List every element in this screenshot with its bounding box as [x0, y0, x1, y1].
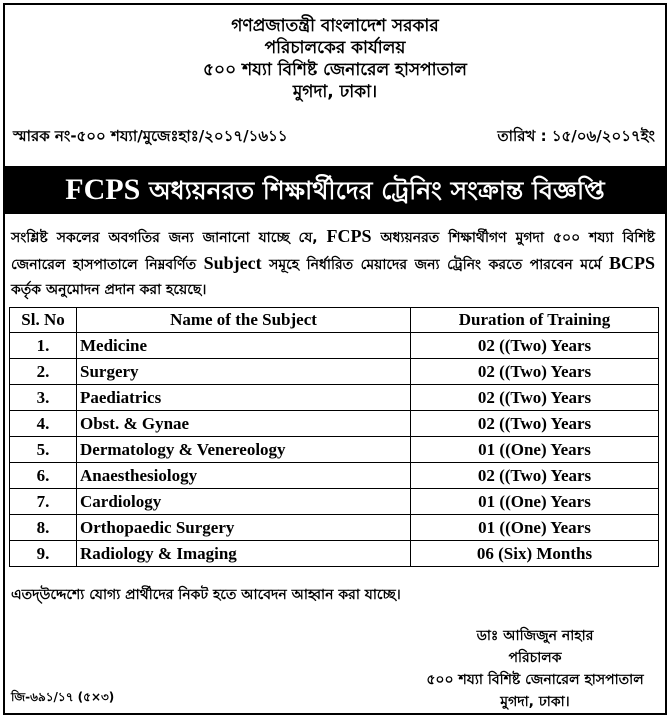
closing-statement: এতদ্‌উদ্দেশ্যে যোগ্য প্রার্থীদের নিকট হতে আবেদন আহ্বান করা যাচ্ছে। [11, 587, 401, 603]
row-sl: 3. [10, 385, 77, 411]
office-header [5, 5, 665, 103]
row-duration: 01 ((One) Years [411, 489, 659, 515]
hospital-location: মুগদা, ঢাকা। [292, 82, 378, 102]
hospital-name: ৫০০ শয্যা বিশিষ্ট জেনারেল হাসপাতাল [203, 60, 467, 80]
row-subject: Dermatology & Venereology [77, 437, 411, 463]
row-subject: Obst. & Gynae [77, 411, 411, 437]
table-row [10, 489, 659, 515]
row-duration: 02 ((Two) Years [411, 463, 659, 489]
banner-title: অধ্যয়নরত শিক্ষার্থীদের ট্রেনিং সংক্রান্ত বিজ্ঞপ্তি [140, 176, 605, 205]
table-row [10, 411, 659, 437]
memo-number: স্মারক নং-৫০০ শয্যা/মুজেঃহাঃ/২০১৭/১৬১১ [13, 127, 288, 145]
header-sl-no: Sl. No [10, 308, 77, 333]
subjects-table [9, 307, 659, 567]
header-duration: Duration of Training [411, 308, 659, 333]
row-duration: 02 ((Two) Years [411, 411, 659, 437]
notice-title-banner [5, 166, 665, 214]
row-subject: Paediatrics [77, 385, 411, 411]
signatory-office: ৫০০ শয্যা বিশিষ্ট জেনারেল হাসপাতাল [426, 672, 644, 688]
row-duration: 02 ((Two) Years [411, 359, 659, 385]
row-duration: 02 ((Two) Years [411, 333, 659, 359]
signatory-name: ডাঃ আজিজুন নাহার [476, 628, 594, 644]
table-row [10, 541, 659, 567]
intro-part1: সংশ্লিষ্ট সকলের অবগতির জন্য জানানো যাচ্ছে যে, [11, 230, 327, 246]
signatory-designation: পরিচালক [508, 650, 562, 666]
header-subject: Name of the Subject [77, 308, 411, 333]
row-subject: Surgery [77, 359, 411, 385]
row-subject: Medicine [77, 333, 411, 359]
signatory-location: মুগদা, ঢাকা। [500, 694, 570, 710]
print-reference: জি-৬৯১/১৭ (৫×৩) [11, 690, 115, 704]
office-title: পরিচালকের কার্যালয় [264, 38, 406, 58]
row-subject: Radiology & Imaging [77, 541, 411, 567]
row-sl: 1. [10, 333, 77, 359]
intro-part4: কর্তৃক অনুমোদন প্রদান করা হয়েছে। [11, 282, 207, 298]
row-duration: 02 ((Two) Years [411, 385, 659, 411]
notice-page [3, 3, 667, 715]
table-header-row [10, 308, 659, 333]
intro-part3: সমূহে নির্ধারিত মেয়াদের জন্য ট্রেনিং করতে পারবেন মর্মে [261, 257, 609, 273]
row-duration: 01 ((One) Years [411, 515, 659, 541]
row-sl: 9. [10, 541, 77, 567]
row-subject: Anaesthesiology [77, 463, 411, 489]
table-row [10, 385, 659, 411]
row-duration: 06 (Six) Months [411, 541, 659, 567]
notice-date: তারিখ : ১৫/০৬/২০১৭ইং [497, 127, 655, 145]
table-row [10, 463, 659, 489]
intro-paragraph [5, 214, 665, 303]
row-duration: 01 ((One) Years [411, 437, 659, 463]
row-sl: 7. [10, 489, 77, 515]
row-sl: 8. [10, 515, 77, 541]
intro-fcps: FCPS [326, 226, 372, 246]
memo-row [5, 103, 665, 150]
banner-fcps: FCPS [65, 173, 141, 206]
table-row [10, 359, 659, 385]
intro-part2: অধ্যয়নরত শিক্ষার্থীগণ মুগদা ৫০০ শয্যা বিশিষ্ট জেনারেল হাসপাতালে নিম্নবর্ণিত [11, 230, 655, 273]
government-title: গণপ্রজাতন্ত্রী বাংলাদেশ সরকার [231, 16, 439, 36]
table-row [10, 437, 659, 463]
row-sl: 4. [10, 411, 77, 437]
intro-subject: Subject [203, 253, 262, 273]
intro-bcps: BCPS [608, 253, 655, 273]
row-sl: 2. [10, 359, 77, 385]
row-subject: Orthopaedic Surgery [77, 515, 411, 541]
row-subject: Cardiology [77, 489, 411, 515]
signature-block [425, 625, 645, 713]
row-sl: 5. [10, 437, 77, 463]
row-sl: 6. [10, 463, 77, 489]
table-row [10, 333, 659, 359]
table-row [10, 515, 659, 541]
